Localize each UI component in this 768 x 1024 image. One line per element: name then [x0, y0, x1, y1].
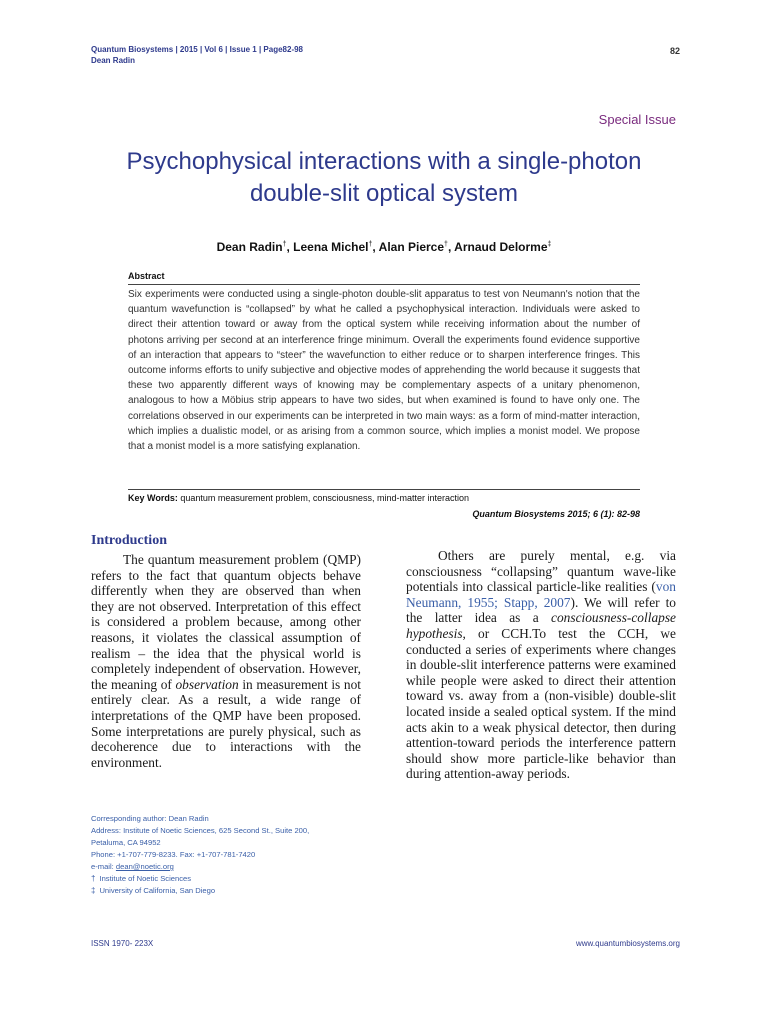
left-text: The quantum measurement problem (QMP) refers to the fact that quantum objects behave differently when they are observed than when they are not observed. Interpretation of this effect is considered a problem because, among other reasons, it violates the classical assumption of realism – the idea that the physical world is completely independent of observation. However, the meaning of	[91, 552, 361, 692]
affiliation-2-text: University of California, San Diego	[99, 886, 216, 895]
author-list	[60, 240, 708, 254]
email-label: e-mail:	[91, 862, 116, 871]
author-4: Arnaud Delorme	[454, 240, 548, 254]
author-1: Dean Radin	[216, 240, 283, 254]
special-issue-label: Special Issue	[598, 112, 676, 127]
corr-email-line	[91, 861, 309, 873]
affiliation-2	[91, 885, 309, 897]
author-sep: ,	[286, 240, 294, 254]
author-4-mark: ‡	[547, 241, 552, 248]
right-italic: consciousness-collapse hypothesis	[406, 610, 676, 641]
author-2-mark: †	[368, 241, 373, 248]
author-3-mark: †	[444, 241, 448, 248]
paper-title	[60, 146, 708, 210]
header-author: Dean Radin	[91, 56, 136, 65]
corr-line-4: Phone: +1-707-779-8233. Fax: +1-707-781-7420	[91, 850, 256, 859]
dagger-mark: †	[91, 874, 96, 883]
abstract-top-rule	[128, 284, 640, 285]
corr-line-1: Corresponding author: Dean Radin	[91, 814, 209, 823]
correspondence-block	[91, 813, 309, 897]
author-2: Leena Michel	[293, 240, 369, 254]
website-link[interactable]: www.quantumbiosystems.org	[575, 939, 680, 948]
introduction-heading: Introduction	[91, 533, 167, 548]
author-sep: ,	[447, 240, 455, 254]
title-line-2: double-slit optical system	[249, 180, 519, 207]
author-sep: ,	[372, 240, 379, 254]
author-3: Alan Pierce	[378, 240, 445, 254]
right-paragraph	[406, 548, 676, 782]
left-italic: observation	[175, 676, 239, 692]
left-column	[91, 552, 361, 770]
affiliation-1-text: Institute of Noetic Sciences	[99, 874, 192, 883]
right-text-2: ). We will refer to the latter idea as a	[406, 594, 676, 626]
journal-header: Quantum Biosystems | 2015 | Vol 6 | Issue 1 | Page82-98	[91, 45, 304, 54]
left-text-tail: in measurement is not entirely clear. As a result, a wide range of interpretations of the QMP have been proposed. Some interpretations are purely physical, such as decoherence due to interactions with the environment.	[91, 676, 361, 770]
page-number: 82	[669, 46, 680, 56]
keywords	[128, 493, 640, 503]
issn: ISSN 1970- 223X	[91, 939, 154, 948]
corr-line-2: Address: Institute of Noetic Sciences, 625 Second St., Suite 200,	[91, 826, 310, 835]
corr-line-3: Petaluma, CA 94952	[91, 838, 161, 847]
double-dagger-mark: ‡	[91, 886, 96, 895]
abstract-text: Six experiments were conducted using a single-photon double-slit apparatus to test von Neumann's notion that the quantum wavefunction is “collapsed” by what he called a psychophysical interaction. Individuals were asked to direct their attention toward or away from the optical system while receiving information about the number of photons arriving per second at an interference fringe minimum. Overall the experiments found evidence supportive of an interaction that appears to “steer” the wavefunction to either reduce or to sharpen interference fringes. This outcome informs efforts to unify subjective and objective modes of apprehending the world because it suggests that these two apparently different ways of knowing may be complementary aspects of a unitary phenomenon, analogous to how a Möbius strip appears to have two sides, but when examined is found to have only one. The correlations observed in our experiments can be interpreted in two main ways: as a form of mind-matter interaction, which implies a dualistic model, or as arising from a common source, which implies a monist model. We propose that a monist model is a more satisfying explanation.	[128, 289, 640, 453]
left-paragraph	[91, 552, 361, 770]
right-text-3: , or CCH.To test the CCH, we conducted a series of experiments where changes in double-slit interference patterns were examined while people were asked to direct their attention toward vs. away from a (non-visible) double-slit located inside a sealed optical system. If the mind acts akin to a weak physical detector, then during attention-toward periods the interference pattern should show more particle-like behavior than during attention-away periods.	[406, 625, 676, 782]
citation: Quantum Biosystems 2015; 6 (1): 82-98	[472, 509, 640, 519]
abstract-bottom-rule	[128, 489, 640, 490]
title-line-1: Psychophysical interactions with a single-photon	[126, 148, 642, 175]
affiliation-1	[91, 873, 309, 885]
keywords-text: quantum measurement problem, consciousness, mind-matter interaction	[177, 493, 469, 503]
abstract-heading: Abstract	[128, 271, 165, 281]
keywords-label: Key Words:	[128, 493, 178, 503]
email-link[interactable]: dean@noetic.org	[115, 862, 174, 871]
right-column	[406, 548, 676, 782]
right-text-1: Others are purely mental, e.g. via consciousness “collapsing” quantum wave-like potentials into classical particle-like realities (	[406, 548, 676, 595]
author-1-mark: †	[282, 241, 287, 248]
reference-link[interactable]: von Neumann, 1955; Stapp, 2007	[406, 579, 676, 610]
